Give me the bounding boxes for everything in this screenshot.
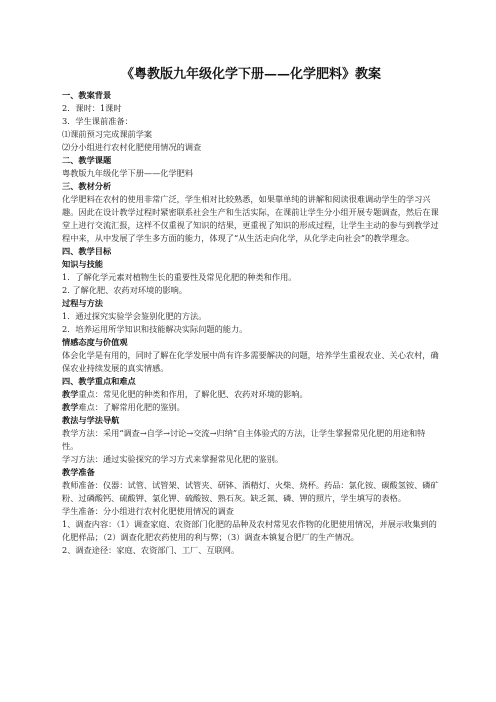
key-point-label: 教学	[62, 389, 79, 399]
subheading-emotion: 情感态度与价值观	[62, 337, 128, 347]
student-survey: 学生准备：分小组进行农村化肥使用情况的调查	[62, 506, 234, 516]
survey-content: 1、调查内容：（1）调查家庭、农资部门化肥的品种及农村常见农作物的化肥使用情况，并展示收集到的化肥样品；（2）调查化肥农药使用的利与弊；（3）调查本镇复合肥厂的生产情况。	[62, 519, 437, 542]
preparation-item-1: ⑴课前预习完成课前学案	[62, 129, 153, 139]
teaching-method: 教学方法：采用“调查→自学→讨论→交流→归纳”自主体验式的方法，让学生掌握常见化肥的用途和特性。	[62, 428, 426, 451]
process-item-2: 2．培养运用所学知识和技能解决实际问题的能力。	[62, 324, 248, 334]
difficulty-label: 教学	[62, 402, 79, 412]
key-point-text: 重点：常见化肥的种类和作用，了解化肥、农药对环境的影响。	[78, 389, 308, 399]
subheading-preparation: 教学准备	[62, 467, 95, 477]
teacher-preparation: 教师准备：仪器：试管、试管架、试管夹、研钵、酒精灯、火柴、烧杯。药品：氯化铵、碳酸氢铵、磷矿粉、过磷酸钙、硫酸钾、氯化钾、硫酸铵、熟石灰。缺乏氮、磷、钾的照片，学生填写的表格。	[62, 480, 439, 503]
student-preparation: 3．学生课前准备：	[62, 116, 133, 126]
learning-method: 学习方法：通过实验探究的学习方式来掌握常见化肥的鉴别。	[62, 454, 284, 464]
section-heading-background: 一、教案背景	[62, 90, 112, 100]
document-content	[62, 66, 440, 557]
difficulty-text: 难点：了解常用化肥的鉴别。	[78, 402, 185, 412]
subheading-process: 过程与方法	[62, 298, 103, 308]
document-title: 《粤教版九年级化学下册——化学肥料》教案	[120, 67, 381, 82]
subheading-methods: 教法与学法导航	[62, 415, 120, 425]
section-heading-key-points: 四、教学重点和难点	[62, 376, 136, 386]
subheading-knowledge: 知识与技能	[62, 259, 103, 269]
section-heading-analysis: 三、教材分析	[62, 181, 112, 191]
analysis-paragraph: 化学肥料在农村的使用非常广泛，学生相对比较熟悉，如果靠单纯的讲解和阅读很难调动学生的学习兴趣。因此在设计教学过程时紧密联系社会生产和生活实际，在课前让学生分小组开展专题调查，然后在课堂上进行交流汇报，这样不仅重视了知识的结果，更重视了知识的形成过程，让学生主动的参与到教学过程中来，从中发展了学生多方面的能力，体现了“从生活走向化学，从化学走向社会”的教学理念。	[62, 194, 439, 243]
knowledge-item-1: 1．了解化学元素对植物生长的重要性及常见化肥的种类和作用。	[62, 272, 297, 282]
preparation-item-2: ⑵分小组进行农村化肥使用情况的调查	[62, 142, 202, 152]
lesson-hours: 2．课时：1课时	[62, 103, 122, 113]
difficulty-line	[62, 401, 440, 414]
knowledge-item-2: 2. 了解化肥、农药对环境的影响。	[62, 285, 188, 295]
emotion-paragraph: 体会化学是有用的，同时了解在化学发展中尚有许多需要解决的问题，培养学生重视农业、关心农村，确保农业持续发展的真实情感。	[62, 350, 439, 373]
section-heading-topic: 二、教学课题	[62, 155, 112, 165]
key-point-line	[62, 388, 440, 401]
section-heading-objectives: 四、教学目标	[62, 246, 112, 256]
process-item-1: 1．通过探究实验学会鉴别化肥的方法。	[62, 311, 207, 321]
survey-channels: 2、调查途径：家庭、农资部门、工厂、互联网。	[62, 545, 240, 555]
topic-text: 粤教版九年级化学下册——化学肥料	[62, 168, 194, 178]
